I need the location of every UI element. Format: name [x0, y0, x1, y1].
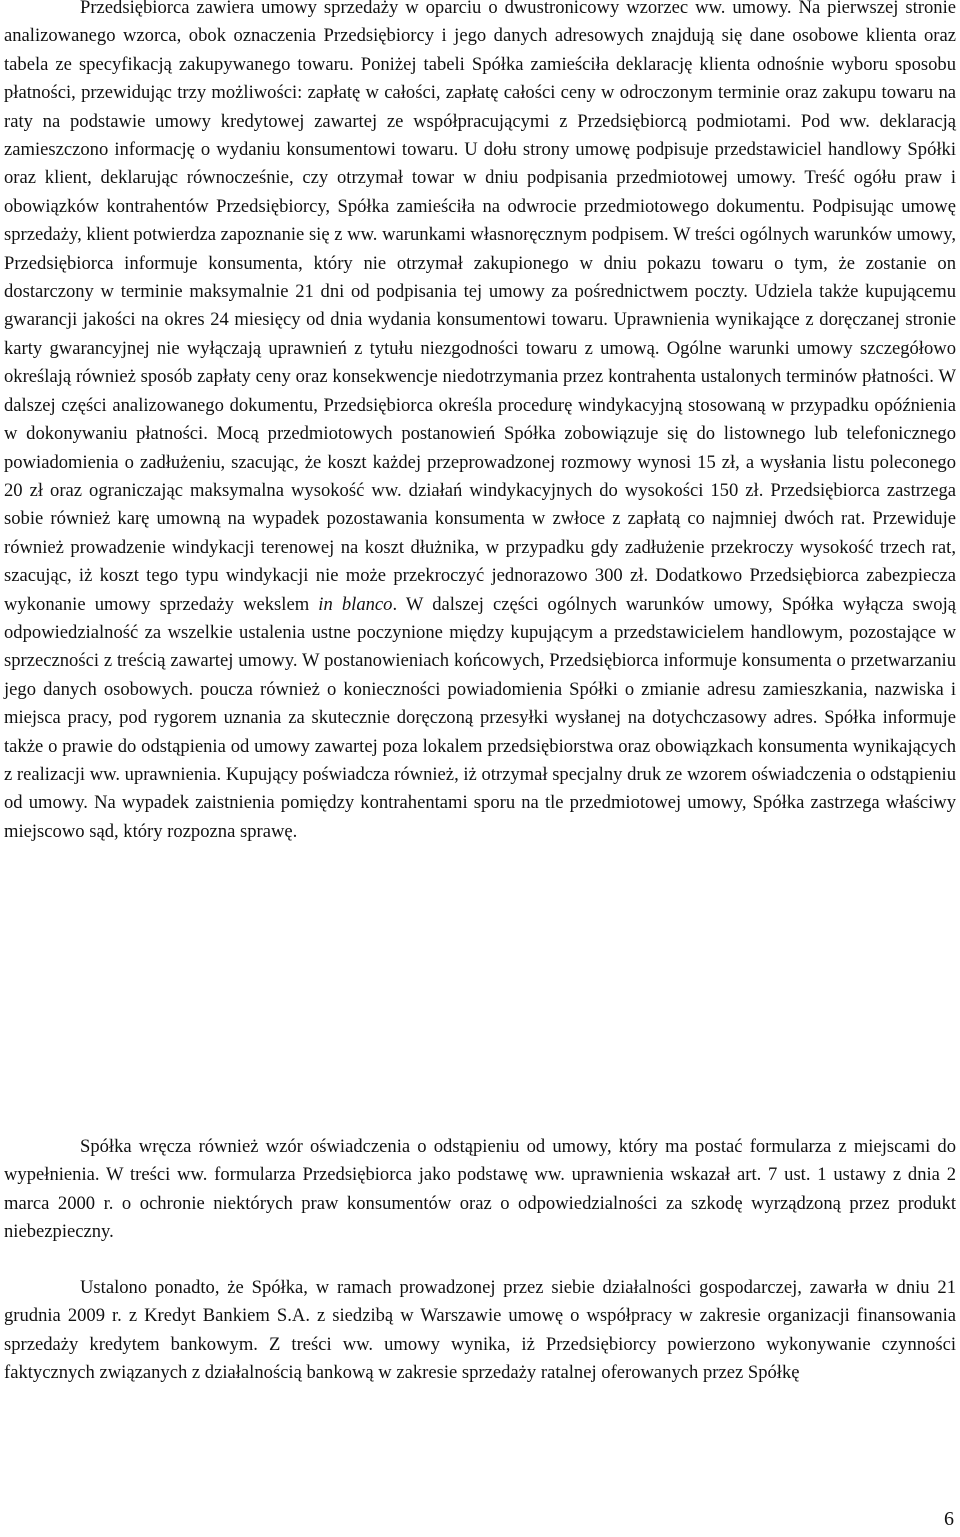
page-number: 6 — [944, 1508, 954, 1530]
paragraph-bank-cooperation: Ustalono ponadto, że Spółka, w ramach prowadzonej przez siebie działalności gospodarczej, zawarła w dniu 21 grudnia 2009 r. z Kredyt Bankiem S.A. z siedzibą w Warszawie umowę o współpracy w zakresie organizacji finansowania sprzedaży kredytem bankowym. Z treści ww. umowy wynika, iż Przedsiębiorcy powierzono wykonywanie czynności faktycznych związanych z działalnością bankową w zakresie sprzedaży ratalnej oferowanych przez Spółkę — [4, 1277, 956, 1384]
paragraph-sales-agreement-terms: Przedsiębiorca zawiera umowy sprzedaży w oparciu o dwustronicowy wzorzec ww. umowy. Na pierwszej stronie analizowanego wzorca, obok oznaczenia Przedsiębiorcy i jego danych adresowych znajdują się dane osobowe klienta oraz tabela ze specyfikacją zakupywanego towaru. Poniżej tabeli Spółka zamieściła deklarację klienta odnośnie wyboru sposobu płatności, przewidując trzy możliwości: zapłatę w całości, zapłatę całości ceny w odroczonym terminie oraz zakupu towaru na raty na podstawie umowy kredytowej zawartej ze współpracującymi z Przedsiębiorcą podmiotami. Pod ww. deklaracją zamieszczono informację o wydaniu konsumentowi towaru. U dołu strony umowę podpisuje przedstawiciel handlowy Spółki oraz klient, deklarując równocześnie, czy otrzymał towar w dniu podpisania przedmiotowej umowy. Treść ogółu praw i obowiązków kontrahentów Przedsiębiorcy, Spółka zamieściła na odwrocie przedmiotowego dokumentu. Podpisując umowę sprzedaży, klient potwierdza zapoznanie się z ww. warunkami własnoręcznym podpisem. W treści ogólnych warunków umowy, Przedsiębiorca informuje konsumenta, który nie otrzymał zakupionego w dniu pokazu towaru o tym, że zostanie on dostarczony w terminie maksymalnie 21 dni od podpisania tej umowy za pośrednictwem poczty. Udziela także kupującemu gwarancji jakości na okres 24 miesięcy od dnia wydania konsumentowi towaru. Uprawnienia wynikające z doręczanej stronie karty gwarancyjnej nie wyłączają uprawnień z tytułu niezgodności towaru z umową. Ogólne warunki umowy szczegółowo określają również sposób zapłaty ceny oraz konsekwencje niedotrzymania przez kontrahenta ustalonych terminów płatności. W dalszej części analizowanego dokumentu, Przedsiębiorca określa procedurę windykacyjną stosowaną w przypadku opóźnienia w dokonywaniu płatności. Mocą przedmiotowych postanowień Spółka zobowiązuje się do listownego lub telefonicznego powiadomienia o zadłużeniu, szacując, że koszt każdej przeprowadzonej rozmowy wynosi 15 zł, a wysłania listu poleconego 20 zł oraz ograniczając maksymalna wysokość ww. działań windykacyjnych do wysokości 150 zł. Przedsiębiorca zastrzega sobie również karę umowną na wypadek pozostawania konsumenta w zwłoce z zapłatą co najmniej dwóch rat. Przewiduje również prowadzenie windykacji terenowej na koszt dłużnika, w przypadku gdy zadłużenie przekroczy wysokość trzech rat, szacując, iż koszt tego typu windykacji nie może przekroczyć jednorazowo 300 zł. Dodatkowo Przedsiębiorca zabezpiecza wykonanie umowy sprzedaży wekslem in blanco. W dalszej części ogólnych warunków umowy, Spółka wyłącza swoją odpowiedzialność za wszelkie ustalenia ustne poczynione między kupującym a przedstawicielem handlowym, pozostające w sprzeczności z treścią zawartej umowy. W postanowieniach końcowych, Przedsiębiorca informuje konsumenta o przetwarzaniu jego danych osobowych. poucza również o konieczności powiadomienia Spółki o zmianie adresu zamieszkania, nazwiska i miejsca pracy, pod rygorem uznania za skutecznie doręczoną przesyłki wysłanej na dotychczasowy adres. Spółka informuje także o prawie do odstąpienia od umowy zawartej poza lokalem przedsiębiorstwa oraz obowiązkach konsumenta wynikających z realizacji ww. uprawnienia. Kupujący poświadcza również, iż otrzymał specjalny druk ze wzorem oświadczenia o odstąpieniu od umowy. Na wypadek zaistnienia pomiędzy kontrahentami sporu na tle przedmiotowej umowy, Spółka zastrzega właściwy miejscowo sąd, który rozpozna sprawę. — [4, 0, 956, 842]
italic-phrase: in blanco — [318, 593, 393, 615]
paragraph-withdrawal-form: Spółka wręcza również wzór oświadczenia o odstąpieniu od umowy, który ma postać formularza z miejscami do wypełnienia. W treści ww. formularza Przedsiębiorca jako podstawę ww. uprawnienia wskazał art. 7 ust. 1 ustawy z dnia 2 marca 2000 r. o ochronie niektórych praw konsumentów oraz o odpowiedzialności za szkodę wyrządzoną przez produkt niebezpieczny. — [4, 1136, 956, 1243]
